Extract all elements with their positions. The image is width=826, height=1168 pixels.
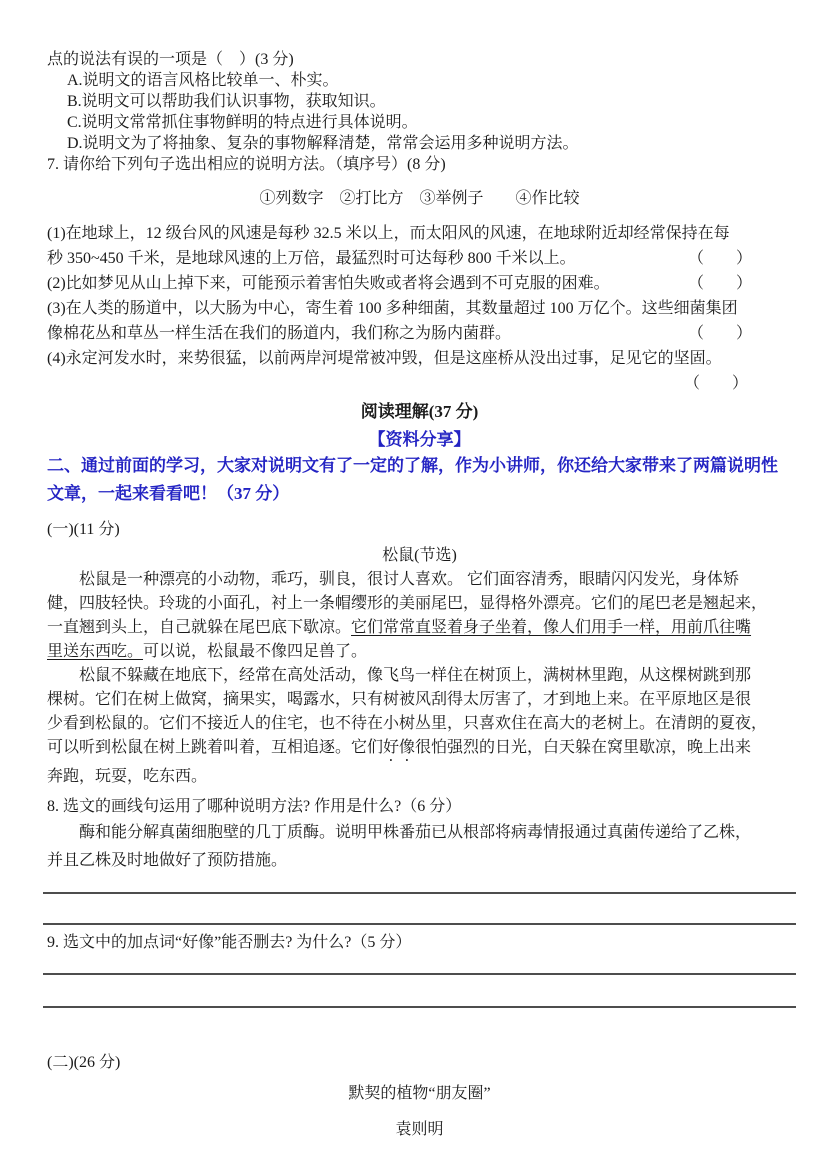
q6-option-c: C.说明文常常抓住事物鲜明的特点进行具体说明。: [67, 114, 418, 131]
q8-stem: 8. 选文的画线句运用了哪种说明方法? 作用是什么?（6 分）: [47, 798, 462, 815]
q8-cont-line2: 并且乙株及时地做好了预防措施。: [47, 852, 288, 869]
passage2-title: 默契的植物“朋友圈”: [348, 1085, 491, 1102]
q8-answer-line-1: [43, 892, 796, 894]
p1-line4-underlined-sentence: 里送东西吃。: [47, 643, 144, 660]
q7-item-3: [47, 296, 792, 346]
passage2-author: 袁则明: [395, 1121, 444, 1138]
p2-line1: 松鼠不躲藏在地底下，经常在高处活动，像飞鸟一样住在树顶上，满树林里跑，从这棵树跳到那: [79, 667, 752, 684]
q7-item-2: [47, 271, 792, 296]
q7-stem: 7. 请你给下列句子选出相应的说明方法。（填序号）(8 分): [47, 156, 446, 173]
section2-intro-line1: 二、通过前面的学习，大家对说明文有了一定的了解，作为小讲师，你还给大家带来了两篇说明性: [47, 456, 778, 475]
q7-item2-line1: (2)比如梦见从山上掉下来，可能预示着害怕失败或者将会遇到不可克服的困难。: [47, 275, 610, 292]
p1-line4-post: 可以说，松鼠最不像四足兽了。: [143, 643, 368, 660]
section2-intro-line2: 文章，一起来看看吧！（37 分）: [47, 484, 290, 503]
p1-line3-pre: 一直翘到头上，自己就躲在尾巴底下歇凉。: [47, 619, 352, 636]
q7-item1-line2: 秒 350~450 千米，是地球风速的上万倍，最猛烈时可达每秒 800 千米以上。: [47, 250, 576, 267]
passage1-paragraph-1: [47, 568, 792, 664]
q7-item4-answer-bracket: （ ）: [683, 375, 748, 392]
material-share-tag: 【资料分享】: [368, 430, 471, 449]
q7-item2-answer-bracket: （ ）: [687, 275, 752, 292]
q7-item1-answer-bracket: （ ）: [687, 250, 752, 267]
p2-dotted-word: 好像: [383, 739, 416, 756]
p2-line5: 奔跑，玩耍，吃东西。: [47, 768, 208, 785]
passage1-part-label: (一)(11 分): [47, 521, 120, 538]
q7-item-4: [47, 346, 792, 396]
q8-answer-line-2: [43, 923, 796, 925]
p2-line2: 棵树。它们在树上做窝，摘果实，喝露水，只有树被风刮得太厉害了，才到地上来。在平原地区是很: [47, 691, 752, 708]
q6-stem: 点的说法有误的一项是（ ）(3 分): [47, 51, 294, 68]
q7-item-1: [47, 221, 792, 271]
q7-item3-line1: (3)在人类的肠道中，以大肠为中心，寄生着 100 多种细菌，其数量超过 100 万亿个。这些细菌集团: [47, 300, 738, 317]
q9-stem: 9. 选文中的加点词“好像”能否删去? 为什么?（5 分）: [47, 934, 412, 951]
p1-line2: 健，四肢轻快。玲珑的小面孔，衬上一条帽缨形的美丽尾巴，显得格外漂亮。它们的尾巴老是翘起来，: [47, 595, 768, 612]
reading-section-title: 阅读理解(37 分): [360, 402, 479, 421]
q8-cont-line1: 酶和能分解真菌细胞壁的几丁质酶。说明甲株番茄已从根部将病毒情报通过真菌传递给了乙株，: [79, 824, 752, 841]
q7-item3-answer-bracket: （ ）: [687, 325, 752, 342]
q7-item4-line1: (4)永定河发水时，来势很猛，以前两岸河堤常被冲毁，但是这座桥从没出过事，足见它的坚固。: [47, 350, 722, 367]
q7-item3-line2: 像棉花丛和草丛一样生活在我们的肠道内，我们称之为肠内菌群。: [47, 325, 512, 342]
p1-line3-underlined-sentence: 它们常常直竖着身子坐着，像人们用手一样，用前爪往嘴: [351, 619, 752, 636]
q6-option-b: B.说明文可以帮助我们认识事物，获取知识。: [67, 93, 386, 110]
q6-option-d: D.说明文为了将抽象、复杂的事物解释清楚，常常会运用多种说明方法。: [67, 135, 579, 152]
q7-item1-line1: (1)在地球上，12 级台风的风速是每秒 32.5 米以上，而太阳风的风速，在地球附近却经常保持在每: [47, 225, 730, 242]
p2-line3: 少看到松鼠的。它们不接近人的住宅，也不待在小树丛里，只喜欢住在高大的老树上。在清朗的夏夜，: [47, 715, 768, 732]
p1-line1: 松鼠是一种漂亮的小动物，乖巧，驯良，很讨人喜欢。 它们面容清秀，眼睛闪闪发光，身体矫: [79, 571, 740, 588]
passage2-part-label: (二)(26 分): [47, 1054, 121, 1071]
q9-answer-line-1: [43, 973, 796, 975]
q6-option-a: A.说明文的语言风格比较单一、朴实。: [67, 72, 339, 89]
p2-line4-pre: 可以听到松鼠在树上跳着叫着，互相追逐。它们: [47, 739, 384, 756]
passage1-paragraph-2: [47, 664, 792, 789]
passage1-title: 松鼠(节选): [382, 547, 457, 564]
q9-answer-line-2: [43, 1006, 796, 1008]
q7-method-choices: ①列数字 ②打比方 ③举例子 ④作比较: [259, 190, 580, 207]
p2-line4-post: 很怕强烈的日光，白天躲在窝里歇凉，晚上出来: [415, 739, 752, 756]
